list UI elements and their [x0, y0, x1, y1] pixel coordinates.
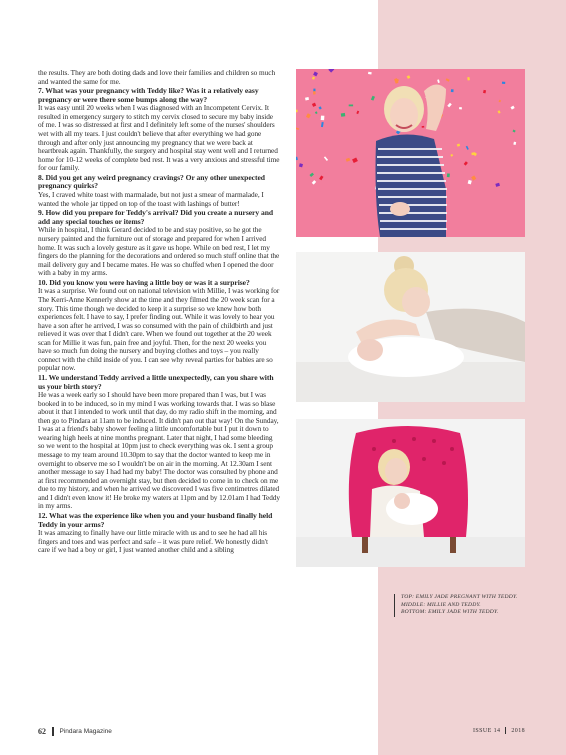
confetti-piece: [471, 152, 475, 155]
confetti-piece: [321, 116, 325, 121]
interview-question: 9. How did you prepare for Teddy's arrival? Did you create a nursery and add any special touches or items?: [38, 208, 274, 226]
photo-emily-with-teddy: [296, 419, 525, 567]
page-number: 62: [38, 727, 46, 736]
interview-question: 10. Did you know you were having a little boy or was it a surprise?: [38, 277, 250, 287]
photo-millie-and-teddy: [296, 252, 525, 402]
confetti-piece: [422, 126, 425, 128]
confetti-piece: [296, 110, 298, 113]
confetti-piece: [341, 113, 346, 117]
confetti-piece: [459, 107, 462, 109]
interview-answer: It was easy until 20 weeks when I was diagnosed with an Incompetent Cervix. It resulted in emergency surgery to stitch my cervix closed to secure my baby inside of me. I was so distressed at first and I definitely left some of the nurses' shoulders wet with all my tears. I just couldn't believe that after everything we had gone through and after only just announcing my pregnancy that we were back at heartbreak again. Thankfully, the surgery and hospital stay went well and I returned home for 10-12 weeks of complete bed rest. It was a very anxious and stressful time for our family.: [38, 103, 280, 173]
page-footer: [38, 727, 525, 739]
interview-answer: It was a surprise. We found out on national television with Millie, I was working for The Kerri-Anne Kennerly show at the time and they filmed the 20 week scan for a story. This time though we decided to keep it a surprise so we knew how both experiences felt. I have to say, I prefer finding out. While it was lovely to hear you have a son after he arrived, I was so consumed with the pain of childbirth and just relieved it was over that I didn't care. When we found out together at the 20 week scan for Millie it was fun, pain free and joyful. Then, for the next 20 weeks you have so much fun doing the nursery and buying clothes and toys – you really connect with the child inside of you. I can see why reveal parties for babies are so popular now.: [38, 286, 280, 373]
confetti-piece: [349, 105, 353, 107]
photo-pregnant-confetti: [296, 69, 525, 237]
interview-question: 7. What was your pregnancy with Teddy like? Was it a relatively easy pregnancy or were there some bumps along the way?: [38, 86, 259, 104]
caption-top: TOP: EMILY JADE PREGNANT WITH TEDDY.: [401, 594, 518, 600]
confetti-piece: [451, 89, 454, 92]
interview-question: 8. Did you get any weird pregnancy cravings? Or any other unexpected pregnancy quirks?: [38, 172, 265, 191]
confetti-piece: [502, 82, 505, 84]
caption-bottom: BOTTOM: EMILY JADE WITH TEDDY.: [401, 609, 499, 616]
interview-question: 12. What was the experience like when you and your husband finally held Teddy in your arms?: [38, 511, 273, 529]
interview-answer: the results. They are both doting dads and love their families and children so much and wanted the same for me.: [38, 68, 276, 86]
issue-label: ISSUE 14: [473, 727, 501, 734]
article-body: [38, 69, 280, 555]
confetti-piece: [447, 173, 450, 177]
interview-question: 11. We understand Teddy arrived a little unexpectedly, can you share with us your birth story?: [38, 373, 274, 391]
interview-answer: While in hospital, I think Gerard decided to be and stay positive, so he got the nursery painted and the furniture out of storage and prepared for when I arrived home. It was such a lovely gesture as it gave us hope. While on bed rest, I let my fingers do the planning for the decorations and ordered so much stuff online that the mail delivery guy and I became mates. He was so chuffed when I opened the door with a baby in my arms.: [38, 225, 280, 278]
magazine-name: Pindara Magazine: [59, 728, 112, 735]
photo-caption: [394, 594, 524, 617]
footer-divider-right: [505, 727, 506, 734]
interview-answer: Yes, I craved white toast with marmalade, but not just a smear of marmalade, I wanted the whole jar tipped on top of the toast with lashings of butter!: [38, 190, 264, 208]
interview-answer: He was a week early so I should have been more prepared than I was, but I was booked in to be induced, so in my mind I was working towards that. I was so blase about it that I intended to work until that day, do my radio shift in the morning, and then go to Pindara at 11am to be induced. It didn't pan out that way! On the Sunday, I was at a friend's baby shower feeling a little uncomfortable but I put it down to wearing high heels at nine months pregnant. Later that night, I had some bleeding so we went to the hospital at 10pm just to check everything was ok. I sent a group message to my team around 10.30pm to say that the doctor wanted to keep me in overnight to observe me so I wouldn't be on air in the morning. At 12.30am I sent another message to say I had had my baby! The doctor was consulted by phone and at first recommended an overnight stay, but then decided to come in to check on me due to my history, and when he arrived we discovered I was five centimetres dilated and I didn't even know it! He broke my waters at 11pm and by 12.01am I had Teddy in my arms.: [38, 390, 281, 511]
footer-divider: [52, 727, 54, 736]
confetti-piece: [313, 91, 316, 95]
issue-year: 2018: [511, 727, 525, 734]
caption-middle: MIDDLE: MILLIE AND TEDDY.: [401, 601, 481, 608]
interview-answer: It was amazing to finally have our little miracle with us and to see he had all his fingers and toes and was perfect and safe – it was pure relief. We honestly didn't care if we had a boy or girl, I just wanted another child and a sibling: [38, 528, 268, 555]
